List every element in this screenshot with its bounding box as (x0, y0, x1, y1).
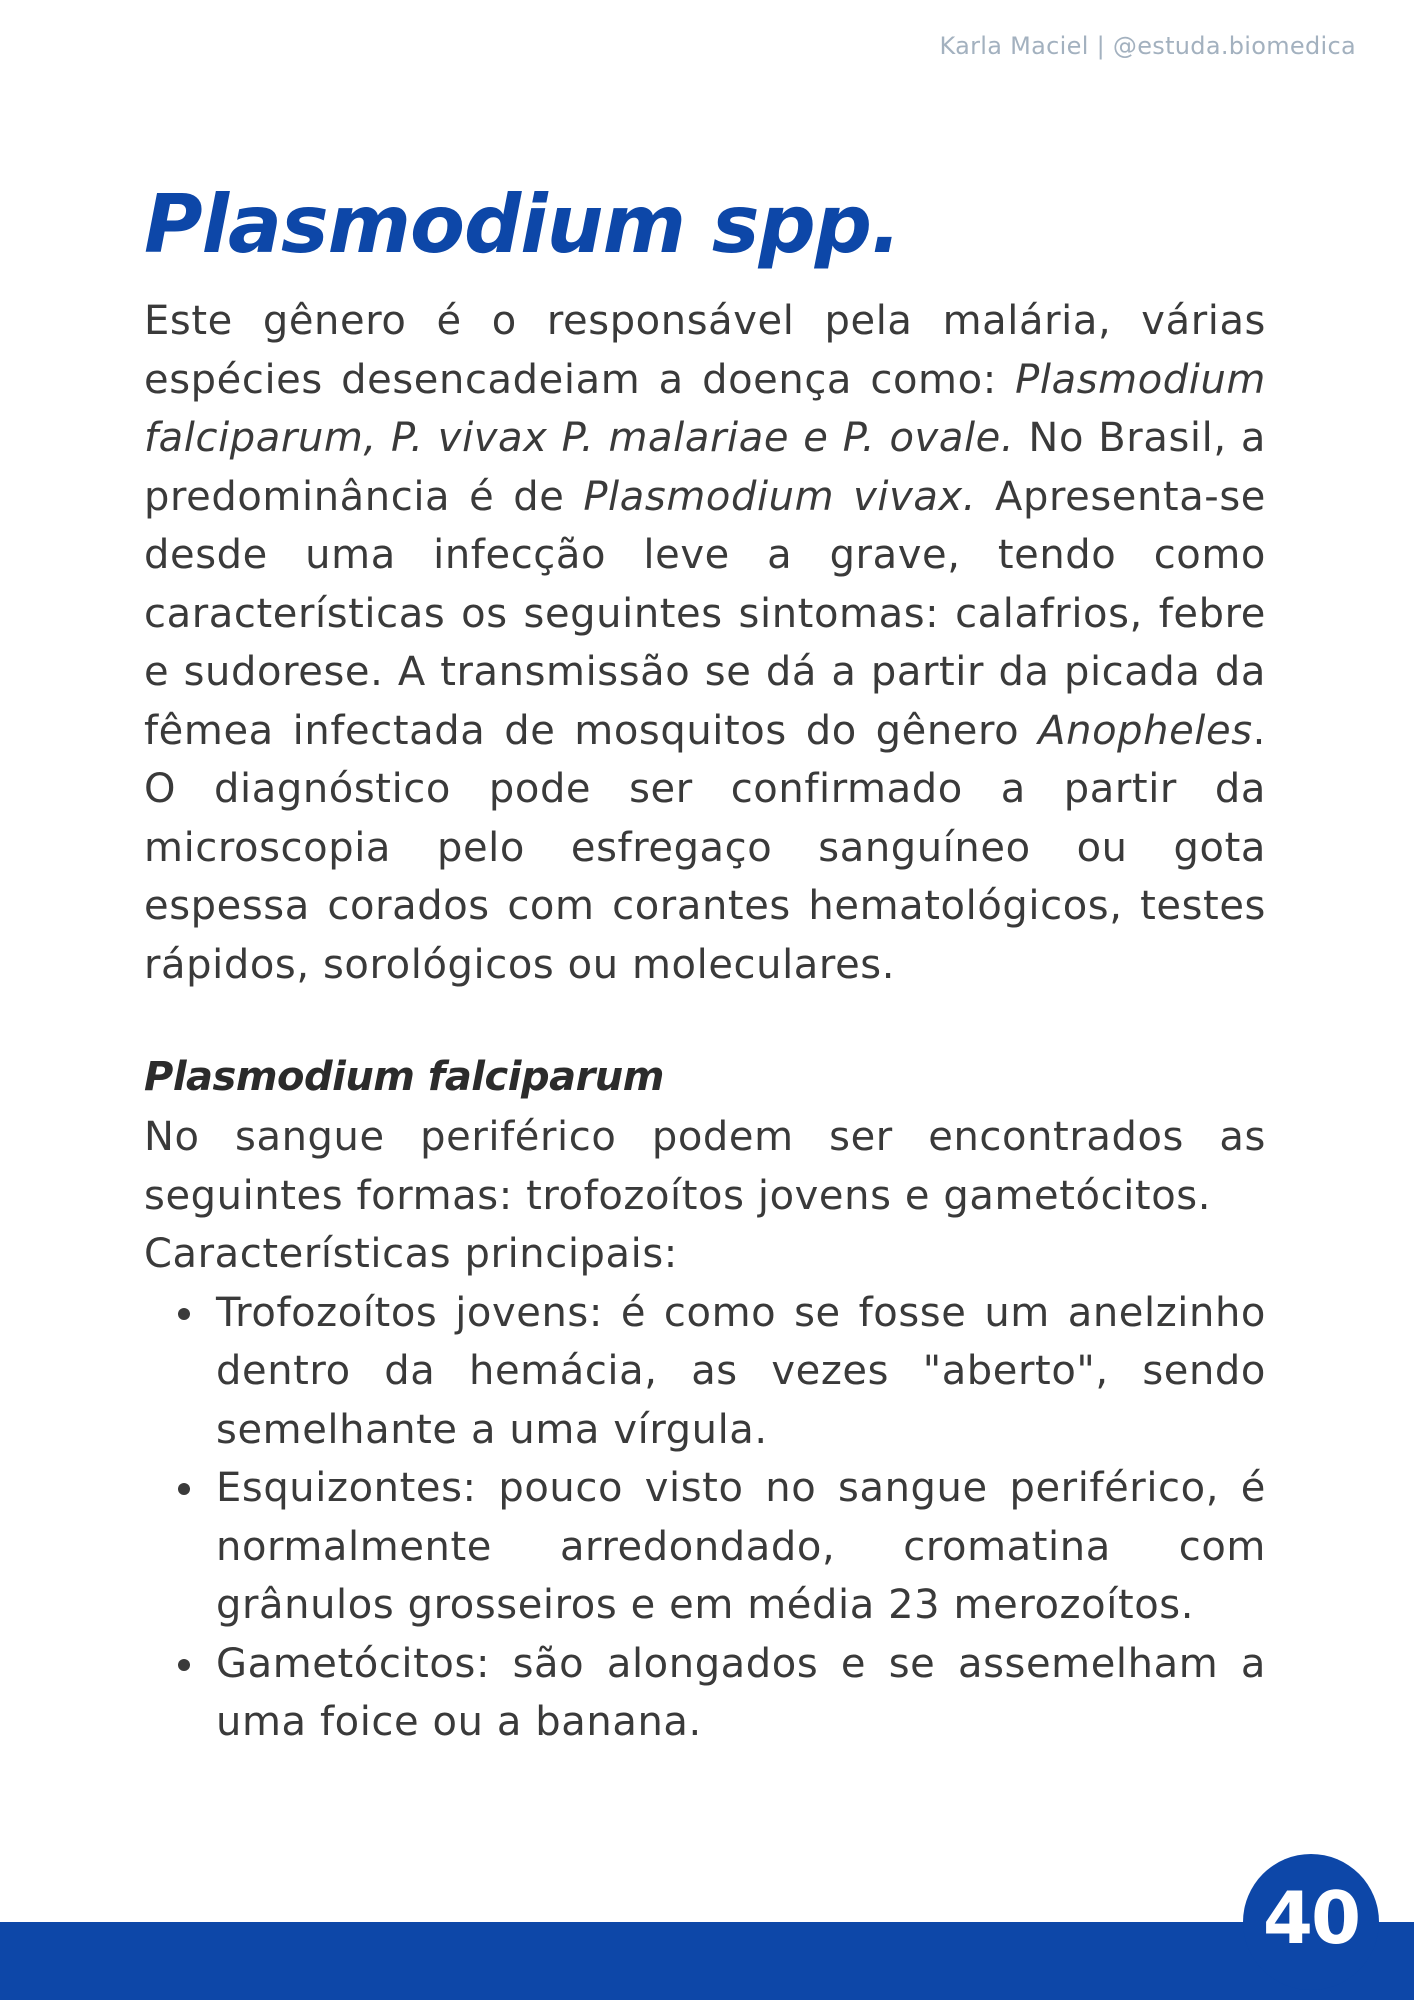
intro-text: . O diagnóstico pode ser confirmado a partir da microscopia pelo esfregaço sanguíneo ou gota espessa corados com corantes hematológicos, testes rápidos, sorológicos ou moleculares. (144, 707, 1266, 988)
section-heading: Plasmodium falciparum (144, 1054, 664, 1100)
list-item (216, 1284, 1266, 1460)
list-item-text: Gametócitos: são alongados e se assemelham a uma foice ou a banana. (216, 1640, 1266, 1745)
species-names: Plasmodium falciparum, P. vivax P. malariae e P. ovale. (144, 356, 1266, 461)
section-text: No sangue periférico podem ser encontrados as seguintes formas: trofozoítos jovens e gametócitos. (144, 1114, 1266, 1219)
bullet-icon (178, 1308, 190, 1320)
bullet-icon (178, 1659, 190, 1671)
footer-bar (0, 1922, 1414, 2000)
section-paragraph (144, 1108, 1266, 1284)
characteristics-list (144, 1284, 1266, 1752)
list-item (216, 1635, 1266, 1752)
bullet-icon (178, 1483, 190, 1495)
intro-text: Apresenta-se desde uma infecção leve a grave, tendo como características os seguintes sintomas: calafrios, febre e sudorese. A transmissão se dá a partir da picada da fêmea infectada de mosquitos do gênero (144, 473, 1266, 754)
intro-paragraph (144, 292, 1266, 994)
list-item-text: Esquizontes: pouco visto no sangue periférico, é normalmente arredondado, cromatina com grânulos grosseiros e em média 23 merozoítos. (216, 1465, 1266, 1628)
genus-name: Anopheles (1038, 707, 1253, 754)
page-number-badge (1243, 1854, 1379, 1990)
page-number: 40 (1262, 1876, 1360, 1960)
section-subheading: Características principais: (144, 1231, 678, 1277)
intro-text: Este gênero é o responsável pela malária, várias espécies desencadeiam a doença como: (144, 298, 1266, 403)
page-title: Plasmodium spp. (144, 178, 901, 271)
intro-text: No Brasil, a predominância é de (144, 415, 1266, 520)
list-item (216, 1459, 1266, 1635)
header-credit: Karla Maciel | @estuda.biomedica (939, 32, 1356, 60)
list-item-text: Trofozoítos jovens: é como se fosse um anelzinho dentro da hemácia, as vezes "aberto", sendo semelhante a uma vírgula. (216, 1289, 1266, 1453)
species-name: Plasmodium vivax. (583, 473, 977, 520)
page-content (144, 170, 1266, 1752)
